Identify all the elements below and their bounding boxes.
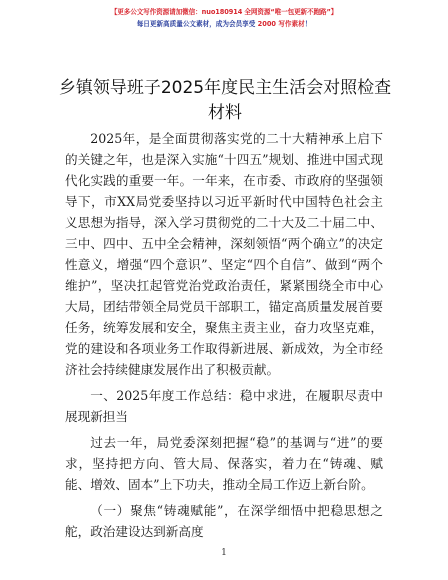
document-body <box>65 128 383 547</box>
section-heading-1: 一、2025年度工作总结：稳中求进，在履职尽责中展现新担当 <box>65 388 383 424</box>
subsection-heading-1: （一）聚焦“铸魂赋能”，在深学细悟中把稳思想之舵，政治建设达到新高度 <box>65 503 383 539</box>
promo-banner-line-2-text: 每日更新高质量公文素材，成为会员享受 <box>136 20 258 28</box>
promo-banner-line-2 <box>0 18 448 30</box>
promo-banner-line-1: 【更多公文写作资源请加微信：nuo180914 全网资源“唯一包更新不跑路”】 <box>110 8 338 16</box>
promo-banner <box>0 6 448 30</box>
promo-banner-line-2-end: ！ <box>304 20 312 28</box>
promo-banner-highlight: 2000 写作素材 <box>257 20 305 28</box>
body-paragraph-intro: 2025年，是全面贯彻落实党的二十大精神承上启下的关键之年，也是深入实施“十四五”规划、推进中国式现代化实践的重要一年。一年来，在市委、市政府的坚强领导下，市XX局党委坚持以习近平新时代中国特色社会主义思想为指导，深入学习贯彻党的二十大及二十届二中、三中、四中、五中全会精神，深刻领悟“两个确立”的决定性意义，增强“四个意识”、坚定“四个自信”、做到“两个维护”，坚决扛起管党治党政治责任，紧紧围绕全市中心大局，团结带领全局党员干部职工，锚定高质量发展首要任务，统筹发展和安全，聚焦主责主业，奋力攻坚克难，党的建设和各项业务工作取得新进展、新成效，为全市经济社会持续健康发展作出了积极贡献。 <box>65 131 383 377</box>
document-title: 乡镇领导班子2025年度民主生活会对照检查材料 <box>58 78 392 123</box>
page-number: 1 <box>221 548 227 558</box>
body-paragraph-section-1: 过去一年，局党委深刻把握“稳”的基调与“进”的要求，坚持把方向、管大局、保落实，着力在“铸魂、赋能、增效、固本”上下功夫，推动全局工作迈上新台阶。 <box>65 435 383 492</box>
